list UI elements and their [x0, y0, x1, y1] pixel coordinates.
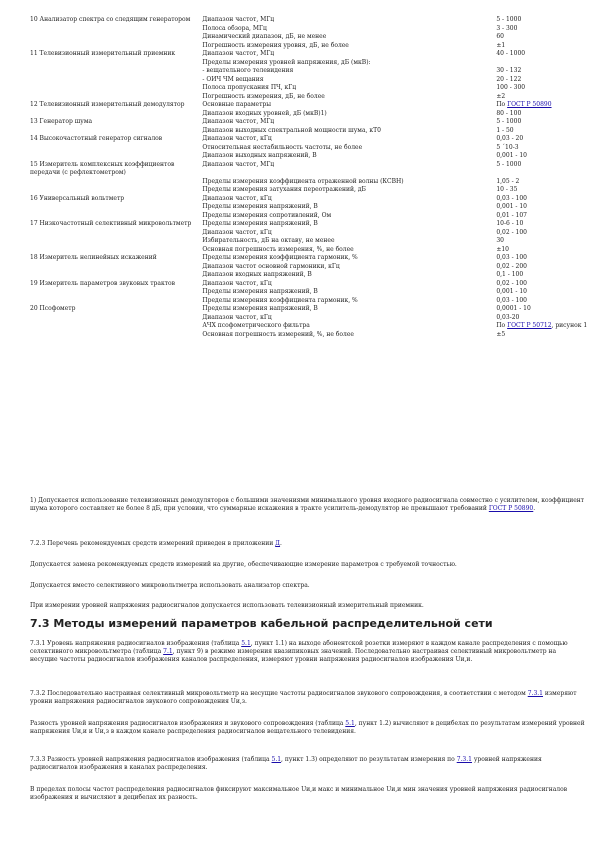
parameter-cell: [202, 144, 496, 153]
table-row: [30, 186, 588, 195]
footnote-text: 1) Допускается использование телевизионных демодуляторов с большими значениями минимального уровня входного радиосигнала совместно с усилителем, коэффициент шума которого составляет не более 8 дБ, при условии, что суммарные искажения в тракте усилитель-демодулятор не превышают требований: [30, 497, 585, 512]
cell-text: 100 - 300: [496, 84, 526, 91]
value-cell: [496, 33, 588, 42]
parameter-cell: [202, 288, 496, 297]
table-row: [30, 254, 588, 263]
cell-text: Диапазон частот, МГц: [202, 50, 275, 57]
table-row: [30, 195, 588, 204]
cell-text: Пределы измерения сопротивлений, Ом: [202, 211, 332, 219]
instrument-cell: [30, 203, 202, 212]
parameter-cell: [202, 203, 496, 212]
cell-text: 1,05 - 2: [496, 177, 520, 185]
cell-text: 11 Телевизионный измерительный приемник: [30, 50, 176, 57]
table-row: [30, 59, 588, 68]
cell-text: 15 Измеритель комплексных коэффициентов передачи (с рефлектометром): [30, 160, 175, 176]
section-heading: 7.3 Методы измерений параметров кабельной распределительной сети: [30, 617, 493, 630]
cell-text: По: [496, 322, 508, 329]
cell-text: 0,001 - 10: [496, 288, 527, 295]
value-cell: [496, 161, 588, 178]
p7-text-a: Разность уровней напряжения радиосигналов изображения и звукового сопровождения (таблица: [30, 720, 346, 727]
cell-text: Диапазон частот, кГц: [202, 194, 272, 202]
parameter-cell: [202, 314, 496, 323]
value-cell: [496, 59, 588, 68]
footnote: [30, 497, 585, 513]
cell-text: 17 Низкочастотный селективный микровольтметр: [30, 220, 192, 227]
cell-text: 10-6 - 10: [496, 220, 524, 227]
cell-text: Диапазон выходных напряжений, В: [202, 152, 317, 159]
table-row: [30, 322, 588, 331]
instrument-cell: [30, 178, 202, 187]
cell-text: Диапазон частот, МГц: [202, 118, 275, 125]
instrument-cell: [30, 135, 202, 144]
parameter-cell: [202, 331, 496, 340]
cell-text: 5 - 1000: [496, 118, 522, 125]
table-row: [30, 152, 588, 161]
paragraph-spectrum-analyzer: Допускается вместо селективного микровольтметра использовать анализатор спектра.: [30, 582, 310, 589]
parameter-cell: [202, 195, 496, 204]
table-row: [30, 246, 588, 255]
p8-text-c: уровней напряжения радиосигналов изображения в каналах распределения.: [30, 756, 542, 771]
p8-text-a: 7.3.3 Разность уровней напряжения радиосигналов изображения (таблица: [30, 756, 272, 763]
parameters-table: [30, 16, 588, 339]
cell-text: По: [496, 101, 508, 108]
instrument-cell: [30, 331, 202, 340]
cell-text: 40 - 1000: [496, 50, 526, 57]
paragraph-7-3-1: [30, 640, 585, 664]
instrument-cell: [30, 110, 202, 119]
cell-text: 5 ´10-3: [496, 143, 519, 151]
cell-text: Диапазон частот, кГц: [202, 279, 272, 287]
table-row: [30, 84, 588, 93]
instrument-cell: [30, 42, 202, 51]
p1-text: 7.2.3 Перечень рекомендуемых средств измерений приведен в приложении: [30, 540, 276, 547]
instrument-cell: [30, 25, 202, 34]
instrument-cell: [30, 271, 202, 280]
cell-text: 0,01 - 107: [496, 211, 527, 219]
p7-text-b: , пункт 1.2) вычисляют в децибелах по результатам измерений уровней напряжения Uи,и и Uи,з в каждом канале распределения радиосигналов вещательного телевидения.: [30, 720, 585, 735]
table-row: [30, 271, 588, 280]
cell-text: ±1: [496, 41, 506, 49]
value-cell: [496, 254, 588, 263]
value-cell: [496, 152, 588, 161]
instrument-cell: [30, 118, 202, 127]
cell-text: 80 - 100: [496, 109, 522, 117]
value-cell: [496, 246, 588, 255]
table-5-1-link-3[interactable]: 5.1: [271, 756, 282, 763]
cell-text: 16 Универсальный вольтметр: [30, 194, 125, 202]
table-row: [30, 280, 588, 289]
instrument-cell: [30, 67, 202, 76]
cell-text: Пределы измерения уровней напряжения, дБ (мкВ):: [202, 58, 371, 66]
cell-text: 0,03 - 100: [496, 194, 527, 202]
paragraph-difference: [30, 720, 585, 736]
instrument-cell: [30, 16, 202, 25]
value-cell: [496, 195, 588, 204]
cell-text: Полоса обзора, МГц: [202, 24, 267, 32]
parameter-cell: [202, 178, 496, 187]
cell-text: 20 Псофометр: [30, 305, 76, 312]
value-cell: [496, 322, 588, 331]
p5-text-b: , пункт 1.1) на выходе абонентской розетки измеряют в каждом канале распределения с помощью селективного микровольтметра (таблица: [30, 640, 568, 655]
cell-text: Пределы измерения коэффициента отраженной волны (КСВН): [202, 177, 404, 185]
value-cell: [496, 263, 588, 272]
parameter-cell: [202, 25, 496, 34]
cell-text: 0,02 - 100: [496, 228, 527, 236]
cell-text: Пределы измерения напряжений, В: [202, 203, 318, 210]
p6-text-b: измеряют уровни напряжения радиосигналов звукового сопровождения Uи,з.: [30, 690, 577, 705]
value-cell: [496, 237, 588, 246]
table-row: [30, 16, 588, 25]
table-row: [30, 305, 588, 314]
cell-text: 5 - 1000: [496, 16, 522, 23]
paragraph-7-3-3: [30, 756, 585, 772]
cell-text: Относительная нестабильность частоты, не более: [202, 143, 363, 151]
cell-tail-text: , рисунок 1: [551, 322, 588, 329]
cell-text: Диапазон выходных спектральной мощности шума, кТ0: [202, 126, 381, 134]
instrument-cell: [30, 246, 202, 255]
method-7-3-1-link-2[interactable]: 7.3.1: [456, 756, 472, 763]
parameter-cell: [202, 254, 496, 263]
cell-text: 0,03 - 20: [496, 135, 524, 142]
cell-text: - вещательного телевидения: [202, 67, 294, 74]
value-cell: [496, 144, 588, 153]
table-row: [30, 25, 588, 34]
parameter-cell: [202, 76, 496, 85]
parameter-cell: [202, 50, 496, 59]
table-row: [30, 203, 588, 212]
parameter-cell: [202, 110, 496, 119]
table-row: [30, 67, 588, 76]
cell-text: - ОИЧ ЧМ вещания: [202, 75, 264, 83]
parameter-cell: [202, 186, 496, 195]
table-row: [30, 93, 588, 102]
table-row: [30, 263, 588, 272]
table-row: [30, 33, 588, 42]
cell-text: 0,001 - 10: [496, 152, 527, 159]
value-cell: [496, 135, 588, 144]
table-row: [30, 110, 588, 119]
cell-text: 3 - 300: [496, 24, 518, 32]
instrument-cell: [30, 288, 202, 297]
value-cell: [496, 110, 588, 119]
instrument-cell: [30, 101, 202, 110]
cell-text: 60: [496, 33, 504, 40]
instrument-cell: [30, 263, 202, 272]
parameter-cell: [202, 93, 496, 102]
gost-link[interactable]: ГОСТ Р 50890: [507, 101, 552, 108]
cell-text: 14 Высокочастотный генератор сигналов: [30, 135, 163, 142]
cell-text: 0,03 - 100: [496, 254, 527, 261]
cell-text: Диапазон входных уровней, дБ (мкВ)1): [202, 109, 327, 117]
cell-text: 0,02 - 200: [496, 262, 527, 270]
instrument-cell: [30, 50, 202, 59]
cell-text: АЧХ псофометрического фильтра: [202, 322, 310, 329]
value-cell: [496, 331, 588, 340]
cell-text: Погрешность измерения, дБ, не более: [202, 92, 325, 100]
cell-text: Основная погрешность измерения, %, не более: [202, 245, 354, 253]
table-row: [30, 229, 588, 238]
table-row: [30, 76, 588, 85]
value-cell: [496, 271, 588, 280]
cell-text: Пределы измерения коэффициента гармоник, %: [202, 254, 358, 261]
cell-text: Основная погрешность измерений, %, не более: [202, 330, 354, 338]
instrument-cell: [30, 229, 202, 238]
table-row: [30, 50, 588, 59]
cell-text: Основные параметры: [202, 101, 272, 108]
table-row: [30, 237, 588, 246]
value-cell: [496, 229, 588, 238]
value-cell: [496, 76, 588, 85]
parameter-cell: [202, 161, 496, 178]
cell-text: 5 - 1000: [496, 160, 522, 168]
paragraph-7-3-2: [30, 690, 585, 706]
instrument-cell: [30, 305, 202, 314]
cell-text: 13 Генератор шума: [30, 118, 93, 125]
parameter-cell: [202, 220, 496, 229]
instrument-cell: [30, 152, 202, 161]
value-cell: [496, 297, 588, 306]
cell-text: Диапазон частот, кГц: [202, 135, 272, 142]
value-cell: [496, 203, 588, 212]
table-row: [30, 161, 588, 178]
instrument-cell: [30, 314, 202, 323]
instrument-cell: [30, 322, 202, 331]
value-cell: [496, 212, 588, 221]
table-5-1-link[interactable]: 5.1: [241, 640, 251, 647]
parameter-cell: [202, 322, 496, 331]
cell-text: Диапазон частот, кГц: [202, 228, 272, 236]
cell-text: 0,02 - 100: [496, 279, 527, 287]
instrument-cell: [30, 93, 202, 102]
value-cell: [496, 25, 588, 34]
instrument-cell: [30, 212, 202, 221]
table-7-1-link[interactable]: 7.1: [163, 648, 173, 655]
cell-text: Пределы измерения затухания переотражений, дБ: [202, 186, 366, 193]
table-row: [30, 101, 588, 110]
table-row: [30, 212, 588, 221]
value-cell: [496, 280, 588, 289]
instrument-cell: [30, 161, 202, 178]
value-cell: [496, 127, 588, 136]
table-row: [30, 220, 588, 229]
cell-text: Диапазон частот, МГц: [202, 160, 275, 168]
cell-text: 0,0001 - 10: [496, 305, 531, 312]
value-cell: [496, 118, 588, 127]
instrument-cell: [30, 59, 202, 68]
value-cell: [496, 93, 588, 102]
cell-text: 30: [496, 237, 504, 244]
cell-text: Диапазон частот, МГц: [202, 16, 275, 23]
cell-text: 30 - 132: [496, 67, 522, 74]
cell-text: Динамический диапазон, дБ, не менее: [202, 33, 327, 40]
parameter-cell: [202, 135, 496, 144]
value-cell: [496, 50, 588, 59]
cell-text: 0,03-20: [496, 313, 520, 321]
instrument-cell: [30, 84, 202, 93]
parameter-cell: [202, 305, 496, 314]
instrument-cell: [30, 127, 202, 136]
cell-text: 18 Измеритель нелинейных искажений: [30, 254, 157, 261]
cell-text: ±2: [496, 92, 506, 100]
value-cell: [496, 314, 588, 323]
parameter-cell: [202, 59, 496, 68]
cell-text: 0,03 - 100: [496, 296, 527, 304]
footnote-gost-link[interactable]: ГОСТ Р 50890: [488, 505, 534, 512]
instrument-cell: [30, 33, 202, 42]
table-row: [30, 144, 588, 153]
parameter-cell: [202, 67, 496, 76]
instrument-cell: [30, 254, 202, 263]
value-cell: [496, 178, 588, 187]
paragraph-replacement: Допускается замена рекомендуемых средств измерений на другие, обеспечивающие измерение параметров с требуемой точностью.: [30, 561, 457, 568]
instrument-cell: [30, 237, 202, 246]
p5-text-c: , пункт 9) в режиме измерения квазипиковых значений. Последовательно настраивая селективный микровольтметр на несущие частоты радиосигналов изображения каналов распределения, измеряют уровни напряжения радиосигналов изображения Uи,и.: [30, 648, 557, 663]
table-row: [30, 297, 588, 306]
cell-text: 10 - 35: [496, 186, 518, 193]
table-row: [30, 42, 588, 51]
cell-text: ±5: [496, 330, 506, 338]
value-cell: [496, 101, 588, 110]
table-row: [30, 178, 588, 187]
value-cell: [496, 42, 588, 51]
instrument-cell: [30, 280, 202, 289]
value-cell: [496, 220, 588, 229]
cell-text: Диапазон входных напряжений, В: [202, 271, 312, 278]
table-row: [30, 118, 588, 127]
paragraph-max-min: В пределах полосы частот распределения радиосигналов фиксируют максимальное Uи,и макс и минимальное Uи,и мин значения уровней напряжения радиосигналов изображения и вычисляют в децибелах их разность.: [30, 786, 568, 801]
cell-text: 20 - 122: [496, 75, 522, 83]
cell-text: 0,1 - 100: [496, 271, 524, 278]
cell-text: Пределы измерения коэффициента гармоник, %: [202, 296, 358, 304]
cell-text: 12 Телевизионный измерительный демодулятор: [30, 101, 185, 108]
cell-text: Избирательность, дБ на октаву, не менее: [202, 237, 335, 244]
instrument-cell: [30, 186, 202, 195]
value-cell: [496, 16, 588, 25]
table-row: [30, 127, 588, 136]
cell-text: Полоса пропускания ПЧ, кГц: [202, 84, 297, 91]
table-row: [30, 135, 588, 144]
parameter-cell: [202, 271, 496, 280]
parameter-cell: [202, 297, 496, 306]
cell-text: 10 Анализатор спектра со следящим генератором: [30, 16, 191, 23]
value-cell: [496, 305, 588, 314]
cell-text: 1 - 50: [496, 126, 514, 134]
paragraph-tv-receiver: При измерении уровней напряжения радиосигналов допускается использовать телевизионный измерительный приемник.: [30, 602, 424, 609]
value-cell: [496, 67, 588, 76]
cell-text: Диапазон частот, кГц: [202, 313, 272, 321]
value-cell: [496, 84, 588, 93]
parameter-cell: [202, 263, 496, 272]
parameter-cell: [202, 118, 496, 127]
parameter-cell: [202, 280, 496, 289]
table-row: [30, 314, 588, 323]
cell-text: Пределы измерения напряжений, В: [202, 305, 318, 312]
parameter-cell: [202, 84, 496, 93]
cell-text: Пределы измерения напряжений, В: [202, 220, 318, 227]
instrument-cell: [30, 76, 202, 85]
footnote-tail: .: [533, 505, 536, 512]
p1-tail: .: [280, 540, 282, 547]
parameter-cell: [202, 229, 496, 238]
parameter-cell: [202, 101, 496, 110]
parameter-cell: [202, 42, 496, 51]
p6-text-a: 7.3.2 Последовательно настраивая селективный микровольтметр на несущие частоты радиосигналов звукового сопровождения, в соответствии с методом: [30, 690, 528, 697]
p8-text-b: , пункт 1.3) определяют по результатам измерения по: [281, 756, 457, 763]
value-cell: [496, 288, 588, 297]
parameter-cell: [202, 246, 496, 255]
instrument-cell: [30, 195, 202, 204]
instrument-cell: [30, 297, 202, 306]
parameter-cell: [202, 33, 496, 42]
value-cell: [496, 186, 588, 195]
gost-link[interactable]: ГОСТ Р 50712: [507, 322, 552, 329]
table-row: [30, 288, 588, 297]
paragraph-7-2-3: [30, 540, 585, 548]
cell-text: Диапазон частот основной гармоники, кГц: [202, 262, 340, 270]
cell-text: Пределы измерения напряжений, В: [202, 288, 318, 295]
cell-text: 0,001 - 10: [496, 203, 527, 210]
table-row: [30, 331, 588, 340]
method-7-3-1-link[interactable]: 7.3.1: [527, 690, 543, 697]
appendix-d-link[interactable]: Д: [275, 540, 281, 547]
parameter-cell: [202, 127, 496, 136]
cell-text: 19 Измеритель параметров звуковых трактов: [30, 279, 176, 287]
cell-text: Погрешность измерения уровня, дБ, не более: [202, 41, 349, 49]
parameter-cell: [202, 212, 496, 221]
table-5-1-link-2[interactable]: 5.1: [345, 720, 355, 727]
parameter-cell: [202, 152, 496, 161]
cell-text: ±10: [496, 245, 509, 253]
p5-text-a: 7.3.1 Уровень напряжения радиосигналов изображения (таблица: [30, 640, 242, 647]
parameter-cell: [202, 16, 496, 25]
parameter-cell: [202, 237, 496, 246]
instrument-cell: [30, 144, 202, 153]
instrument-cell: [30, 220, 202, 229]
